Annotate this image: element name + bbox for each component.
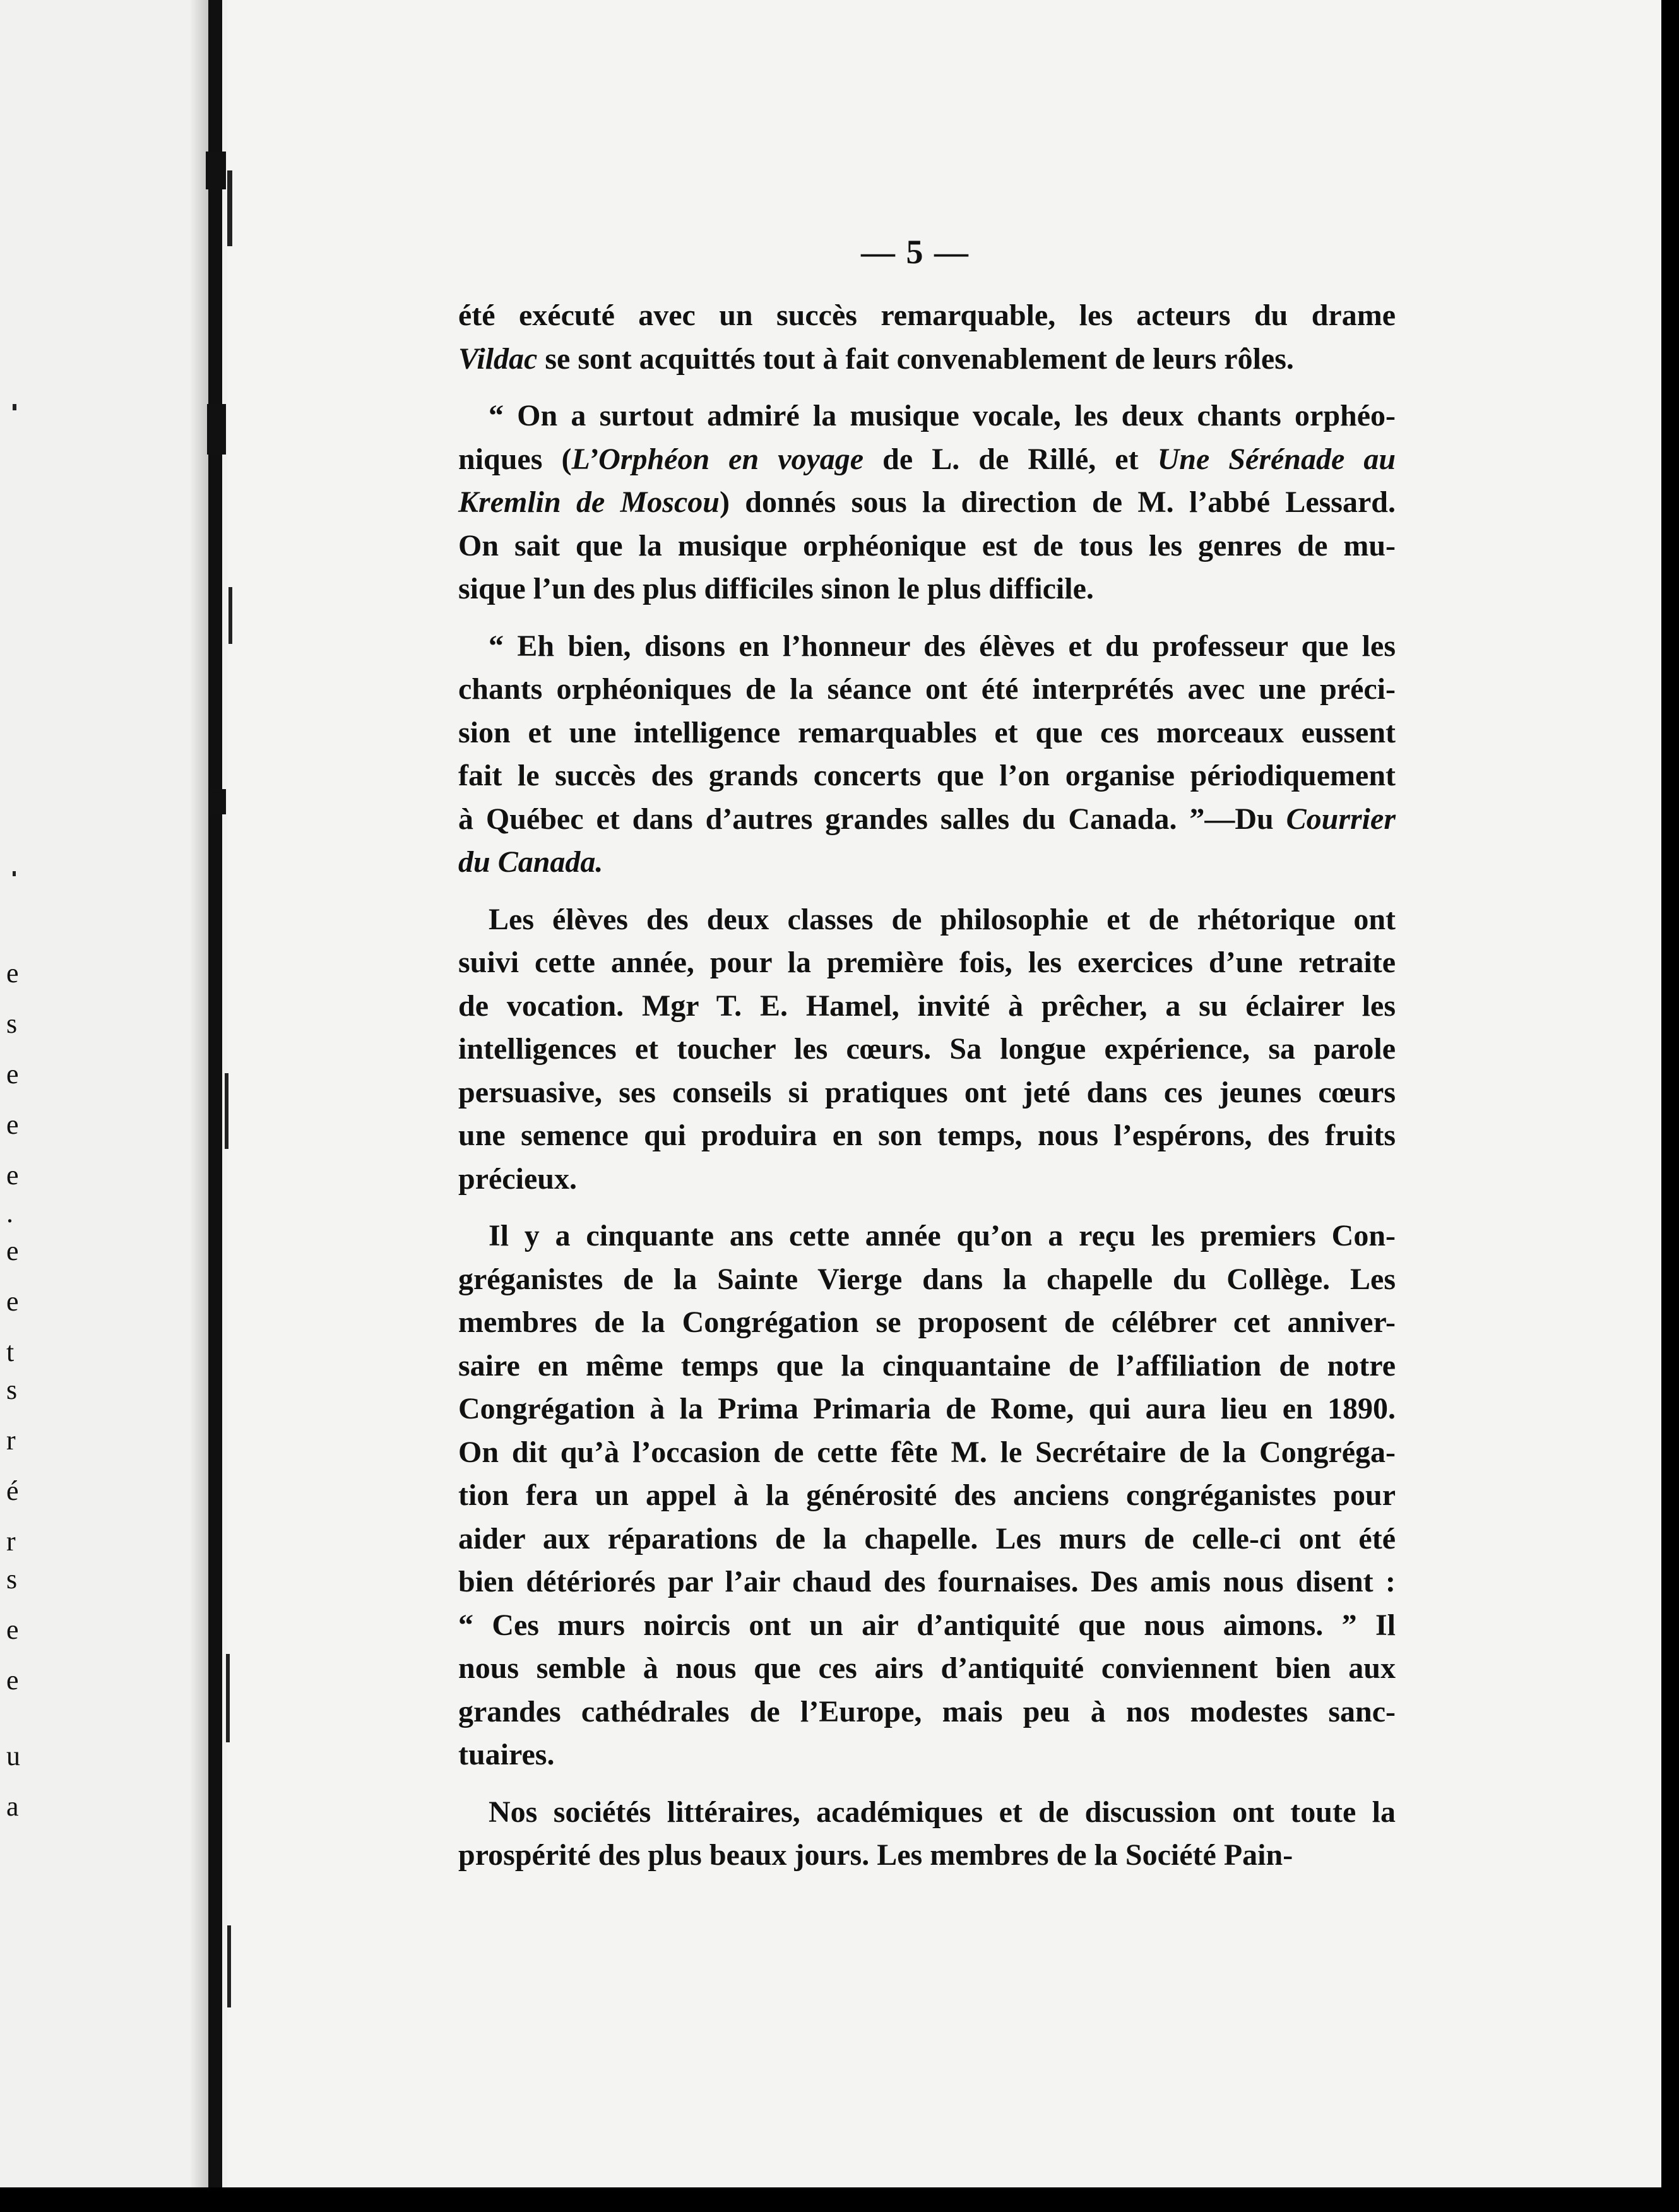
left-page-letter: e (6, 1160, 19, 1191)
ink-streak (225, 1073, 228, 1149)
text-run: de vocation. Mgr T. E. Hamel, invité à prêcher, a su éclairer les (458, 989, 1396, 1023)
text-run: Congrégation à la Prima Primaria de Rome, qui aura lieu en 1890. (458, 1392, 1396, 1425)
text-run: membres de la Congrégation se proposent de célébrer cet anniver- (458, 1305, 1396, 1339)
left-page-letter: e (6, 1109, 19, 1140)
text-line (458, 841, 1396, 884)
text-run: chants orphéoniques de la séance ont été interprétés avec une préci- (458, 672, 1396, 706)
text-run: On sait que la musique orphéonique est de tous les genres de mu- (458, 528, 1396, 562)
text-line (458, 1691, 1396, 1734)
italic-text: Kremlin de Moscou (458, 485, 720, 519)
italic-text: L’Orphéon en voyage (571, 442, 864, 476)
text-run: Les élèves des deux classes de philosophie et de rhétorique ont (489, 902, 1396, 936)
left-page-letter: e (6, 1286, 19, 1317)
text-line (458, 338, 1396, 381)
text-line (458, 1518, 1396, 1561)
text-line (458, 1071, 1396, 1115)
text-line (458, 754, 1396, 798)
ink-blot (206, 152, 226, 189)
text-run: “ Eh bien, disons en l’honneur des élèves et du professeur que les (489, 629, 1396, 663)
text-line (458, 1301, 1396, 1345)
left-page-letter: é (6, 1475, 19, 1506)
ink-streak (227, 1925, 231, 2007)
text-run: gréganistes de la Sainte Vierge dans la chapelle du Collège. Les (458, 1262, 1396, 1296)
text-run: une semence qui produira en son temps, nous l’espérons, des fruits (458, 1119, 1396, 1152)
left-page-letter: e (6, 1235, 19, 1266)
left-page-letter: e (6, 1059, 19, 1090)
paragraph (458, 898, 1396, 1201)
left-page-letter: r (6, 1425, 16, 1456)
text-line (458, 1258, 1396, 1302)
text-run: se sont acquittés tout à fait convenablement de leurs rôles. (537, 342, 1294, 376)
left-page-letter: . (6, 1198, 13, 1228)
text-line (458, 1834, 1396, 1877)
text-run: été exécuté avec un succès remarquable, les acteurs du drame (458, 299, 1396, 332)
text-line (458, 438, 1396, 482)
text-run: “ Ces murs noircis ont un air d’antiquité que nous aimons. ” Il (458, 1608, 1396, 1642)
text-line (458, 294, 1396, 338)
text-run: ) donnés sous la direction de M. l’abbé Lessard. (719, 485, 1396, 519)
text-line (458, 568, 1396, 611)
text-run: niques ( (458, 442, 572, 476)
text-run: Il y a cinquante ans cette année qu’on a reçu les premiers Con- (489, 1219, 1396, 1252)
text-run: sion et une intelligence remarquables et que ces morceaux eussent (458, 715, 1396, 749)
left-page-letter: r (6, 1526, 16, 1557)
text-run: aider aux réparations de la chapelle. Les murs de celle-ci ont été (458, 1521, 1396, 1555)
text-line (458, 1604, 1396, 1648)
binding-ink-marks (0, 0, 265, 2187)
text-line (458, 1215, 1396, 1258)
text-run: bien détériorés par l’air chaud des fournaises. Des amis nous disent : (458, 1565, 1396, 1598)
text-line (458, 1114, 1396, 1158)
text-run: fait le succès des grands concerts que l’on organise périodiquement (458, 759, 1396, 792)
text-line (458, 1474, 1396, 1518)
left-page-letter: e (6, 1665, 19, 1696)
text-line (458, 1791, 1396, 1834)
text-line (458, 395, 1396, 438)
text-run: grandes cathédrales de l’Europe, mais peu à nos modestes sanc- (458, 1694, 1396, 1728)
text-line (458, 481, 1396, 525)
left-page-letter: t (6, 1336, 15, 1367)
text-run: saire en même temps que la cinquantaine de l’affiliation de notre (458, 1348, 1396, 1382)
left-page-letter: s (6, 1374, 18, 1405)
italic-text: Courrier (1286, 802, 1396, 836)
italic-text: Une Sérénade au (1157, 442, 1396, 476)
text-line (458, 941, 1396, 985)
text-line (458, 985, 1396, 1028)
text-line (458, 1388, 1396, 1431)
text-line (458, 798, 1396, 841)
text-line (458, 525, 1396, 568)
ink-streak (228, 587, 232, 644)
text-run: sique l’un des plus difficiles sinon le plus difficile. (458, 572, 1094, 605)
text-run: à Québec et dans d’autres grandes salles du Canada. ”—Du (458, 802, 1286, 836)
left-page-letter: e (6, 958, 19, 989)
text-line (458, 1431, 1396, 1475)
text-line (458, 668, 1396, 711)
ink-blot (207, 404, 226, 455)
paragraph (458, 395, 1396, 611)
ink-streak (227, 170, 232, 246)
left-page-letter: u (6, 1740, 20, 1771)
ink-speck (13, 871, 16, 876)
paragraph (458, 625, 1396, 884)
text-run: tion fera un appel à la générosité des anciens congréganistes pour (458, 1478, 1396, 1512)
text-run: nous semble à nous que ces airs d’antiquité conviennent bien aux (458, 1651, 1396, 1685)
paragraph (458, 1215, 1396, 1777)
text-line (458, 1028, 1396, 1071)
paragraph (458, 1791, 1396, 1877)
italic-text: du Canada. (458, 845, 603, 879)
text-line (458, 1561, 1396, 1604)
text-run: tuaires. (458, 1738, 555, 1771)
text-run: de L. de Rillé, et (863, 442, 1158, 476)
text-run: suivi cette année, pour la première fois, les exercices d’une retraite (458, 946, 1396, 979)
ink-streak (226, 1654, 230, 1742)
text-line (458, 711, 1396, 755)
italic-text: Vildac (458, 342, 538, 376)
text-line (458, 1158, 1396, 1201)
text-run: Nos sociétés littéraires, académiques et de discussion ont toute la (489, 1795, 1396, 1829)
text-line (458, 1647, 1396, 1691)
text-line (458, 898, 1396, 942)
text-run: intelligences et toucher les cœurs. Sa longue expérience, sa parole (458, 1032, 1396, 1066)
text-line (458, 625, 1396, 669)
paragraph (458, 294, 1396, 381)
text-run: précieux. (458, 1162, 577, 1196)
text-line (458, 1345, 1396, 1388)
text-run: persuasive, ses conseils si pratiques ont jeté dans ces jeunes cœurs (458, 1075, 1396, 1109)
text-run: prospérité des plus beaux jours. Les membres de la Société Pain- (458, 1838, 1293, 1872)
ink-blot (210, 789, 226, 814)
body-text (458, 294, 1396, 1891)
ink-speck (13, 404, 16, 410)
text-run: “ On a surtout admiré la musique vocale, les deux chants orphéo- (489, 399, 1396, 432)
left-page-letter: s (6, 1564, 18, 1595)
left-page-letter: a (6, 1791, 19, 1822)
text-run: On dit qu’à l’occasion de cette fête M. le Secrétaire de la Congréga- (458, 1435, 1396, 1469)
page-number: — 5 — (861, 233, 970, 271)
left-page-letter: e (6, 1614, 19, 1645)
text-line (458, 1733, 1396, 1777)
left-page-letter: s (6, 1008, 18, 1039)
